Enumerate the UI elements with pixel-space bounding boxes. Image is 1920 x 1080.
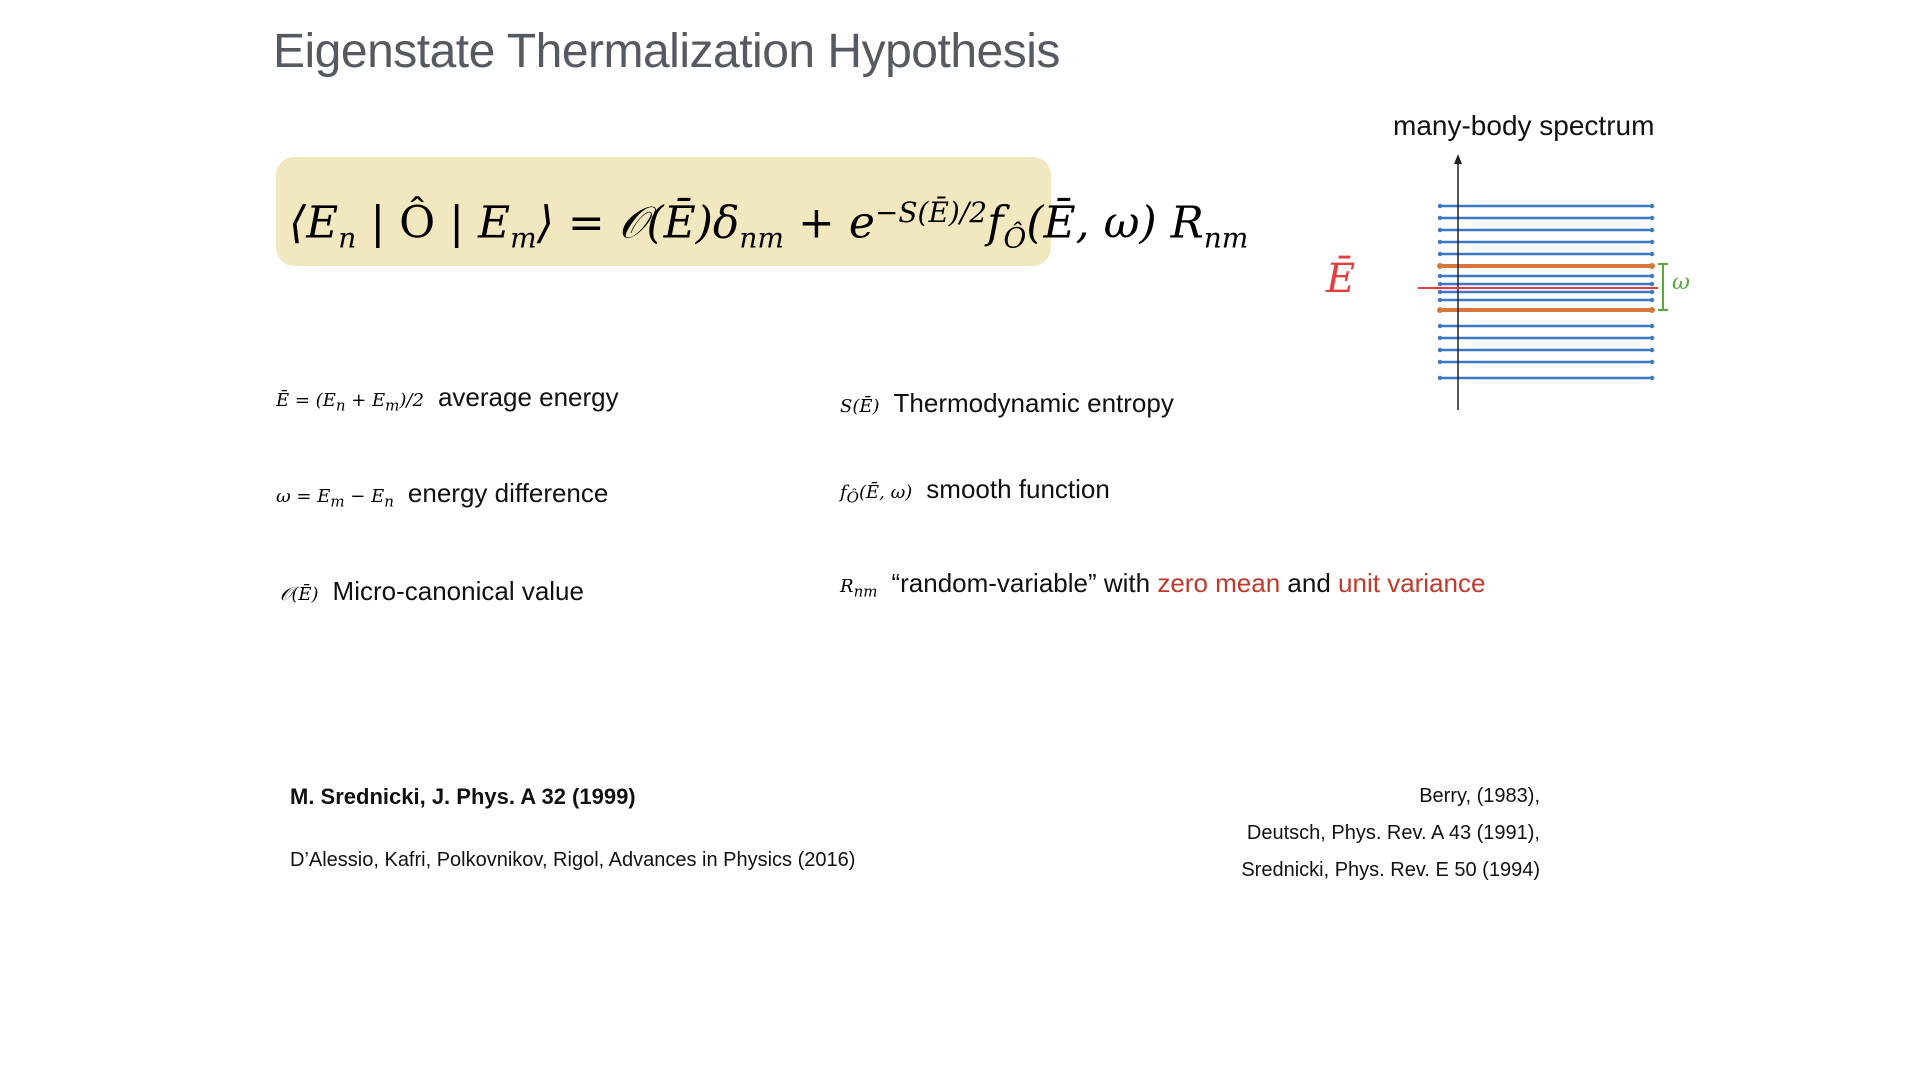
level-endpoint [1650, 348, 1654, 352]
level-endpoint [1438, 376, 1442, 380]
entropy-symbol: S(Ē) [840, 396, 880, 417]
level-endpoint [1650, 360, 1654, 364]
definition-entropy [840, 388, 1174, 419]
reference-deutsch: Deutsch, Phys. Rev. A 43 (1991), [1246, 822, 1540, 844]
spectrum-title: many-body spectrum [1393, 110, 1655, 141]
level-endpoint [1650, 274, 1654, 278]
level-endpoint [1650, 204, 1654, 208]
entropy-label: Thermodynamic entropy [893, 388, 1174, 418]
level-endpoint [1650, 336, 1654, 340]
level-endpoint [1438, 290, 1442, 294]
level-endpoint [1438, 216, 1442, 220]
eth-equation: $⟨E_n$ | Ô | $E_m⟩$ = $𝒪(Ē)\delta_{nm}$ + $e^{-S(Ē)/2}f_Ô(Ē$, ω) $R_{nm}$ [289, 196, 1249, 255]
definition-smooth-function [840, 474, 1110, 507]
level-endpoint [1438, 324, 1442, 328]
level-endpoint [1650, 240, 1654, 244]
random-label [891, 568, 1485, 599]
definition-energy-difference [276, 478, 608, 511]
level-endpoint [1438, 274, 1442, 278]
level-endpoint [1438, 228, 1442, 232]
level-endpoint [1649, 307, 1655, 313]
smooth-symbol: $f_Ô(Ē$, ω) [840, 482, 913, 507]
omega-label: ω [1672, 270, 1690, 295]
energy-diff-symbol: $\omega = E_m - E_n$ [276, 486, 394, 511]
level-endpoint [1438, 252, 1442, 256]
avg-energy-label: average energy [437, 382, 619, 412]
level-endpoint [1649, 263, 1655, 269]
level-endpoint [1437, 307, 1443, 313]
energy-diff-label: energy difference [407, 478, 609, 508]
level-endpoint [1650, 298, 1654, 302]
level-endpoint [1650, 324, 1654, 328]
unit-variance-text: unit variance [1338, 568, 1486, 598]
omega-bracket [1658, 264, 1668, 310]
definition-micro-canonical [280, 576, 584, 607]
level-endpoint [1438, 240, 1442, 244]
definition-average-energy [276, 382, 619, 415]
level-endpoint [1438, 348, 1442, 352]
reference-review: D’Alessio, Kafri, Polkovnikov, Rigol, Advances in Physics (2016) [290, 849, 856, 871]
level-endpoint [1650, 282, 1654, 286]
micro-symbol: 𝒪(Ē) [280, 584, 319, 605]
level-endpoint [1650, 216, 1654, 220]
level-endpoint [1438, 282, 1442, 286]
reference-berry: Berry, (1983), [1419, 785, 1540, 807]
level-endpoint [1437, 263, 1443, 269]
smooth-label: smooth function [926, 474, 1110, 504]
level-endpoint [1438, 204, 1442, 208]
level-endpoint [1438, 298, 1442, 302]
definition-random-variable [840, 568, 1485, 601]
random-symbol: $R_{nm}$ [840, 576, 878, 601]
ebar-label: Ē [1326, 256, 1356, 302]
slide-title: Eigenstate Thermalization Hypothesis [273, 25, 1060, 78]
level-endpoint [1650, 290, 1654, 294]
level-endpoint [1438, 360, 1442, 364]
axis-arrow-icon [1454, 154, 1462, 164]
spectrum-diagram [1400, 150, 1690, 420]
level-endpoint [1438, 336, 1442, 340]
micro-label: Micro-canonical value [332, 576, 584, 606]
avg-energy-symbol: Ē = $(E_n + E_m)/2$ [276, 390, 424, 415]
level-endpoint [1650, 228, 1654, 232]
random-label-pre: “random-variable” with [891, 568, 1151, 598]
reference-list [1200, 778, 1540, 889]
energy-levels [1437, 204, 1655, 380]
reference-srednicki-94: Srednicki, Phys. Rev. E 50 (1994) [1241, 859, 1540, 881]
level-endpoint [1650, 376, 1654, 380]
and-text: and [1287, 568, 1331, 598]
zero-mean-text: zero mean [1157, 568, 1281, 598]
reference-main: M. Srednicki, J. Phys. A 32 (1999) [290, 784, 636, 809]
level-endpoint [1650, 252, 1654, 256]
